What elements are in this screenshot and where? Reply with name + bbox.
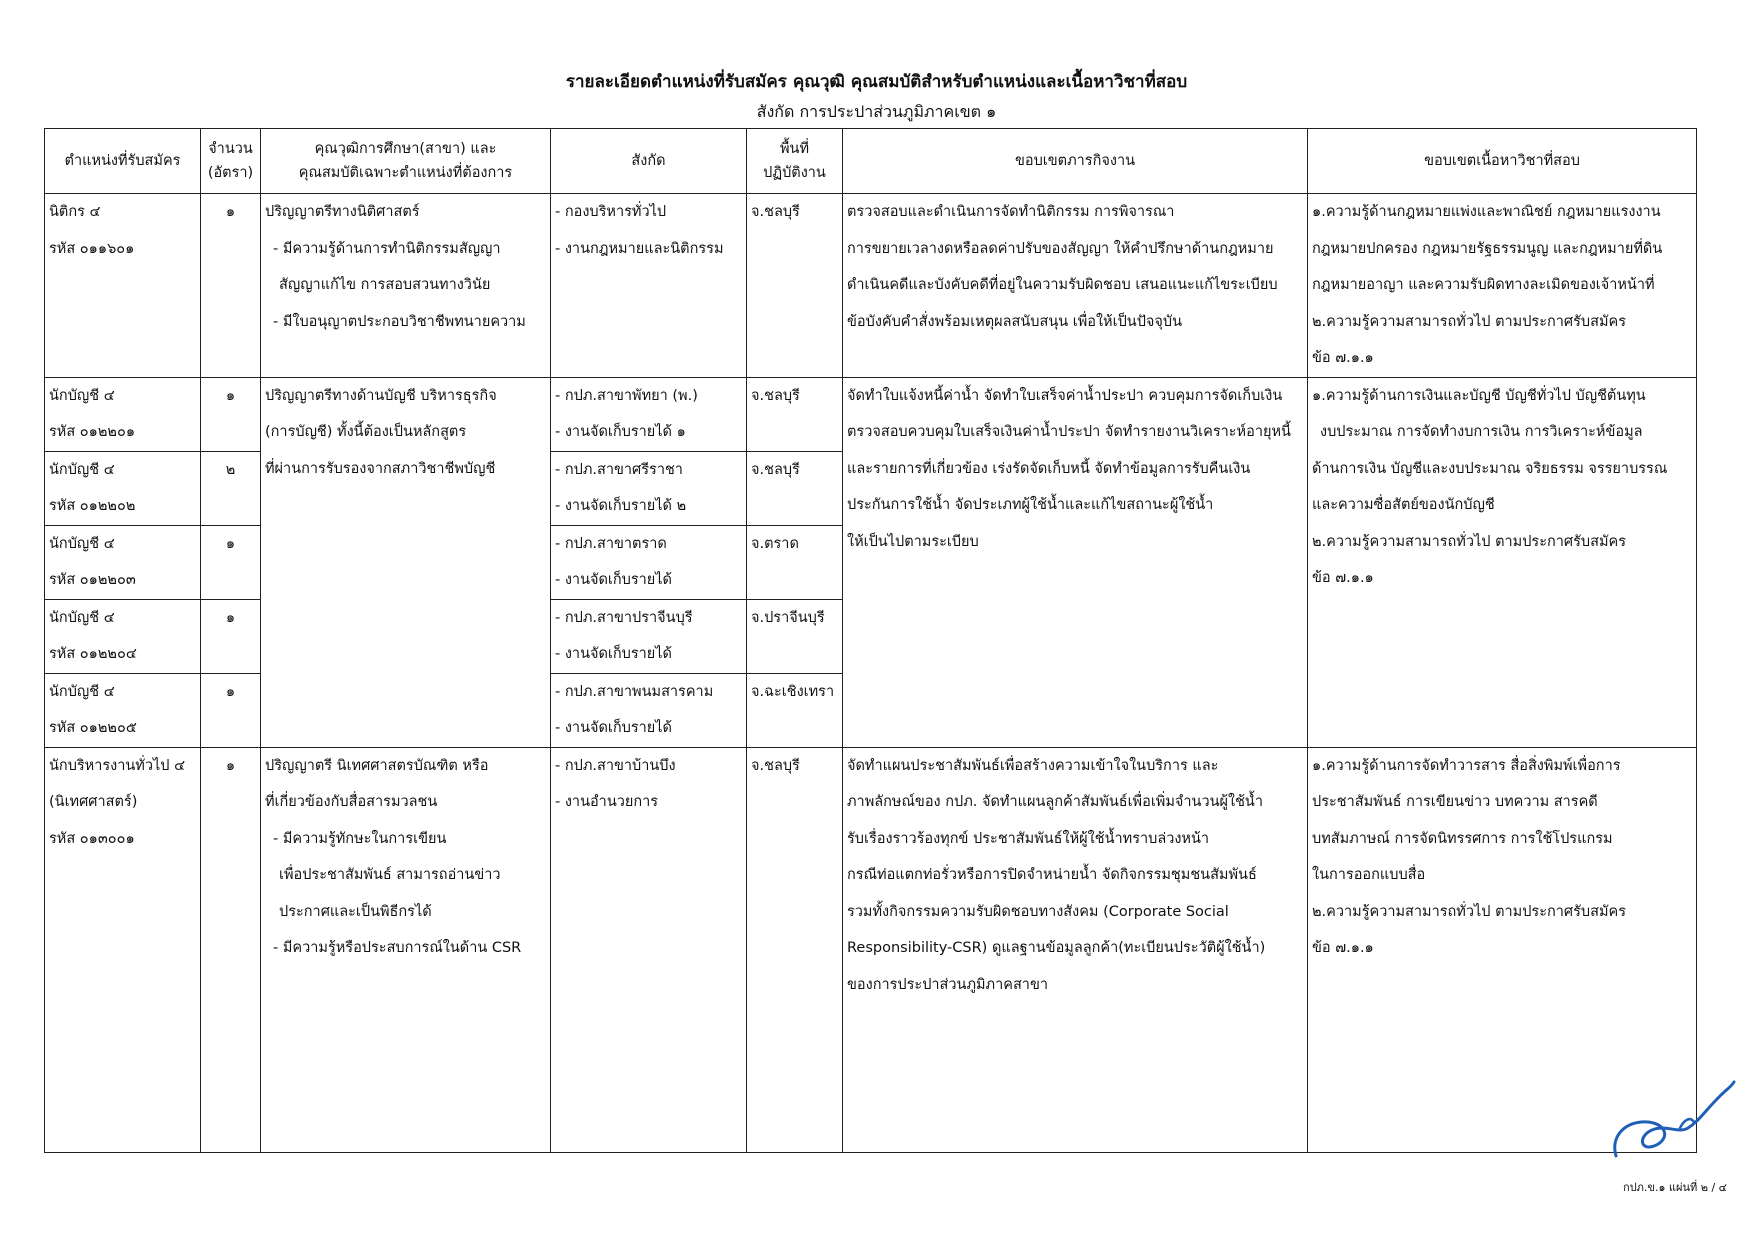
- signature-mark: [1608, 1076, 1736, 1176]
- count-cell: ๑: [201, 599, 261, 673]
- position-cell: นักบัญชี ๔ รหัส ๐๑๒๒๐๑: [45, 377, 201, 451]
- subjects-cell: ๑.ความรู้ด้านการจัดทำวารสาร สื่อสิ่งพิมพ์เพื่อการ ประชาสัมพันธ์ การเขียนข่าว บทความ สารคดี บทสัมภาษณ์ การจัดนิทรรศการ การใช้โปรแกรม ในการออกแบบสื่อ ๒.ความรู้ความสามารถทั่วไป ตามประกาศรับสมัคร ข้อ ๗.๑.๑: [1308, 747, 1697, 1152]
- unit-cell: - กองบริหารทั่วไป - งานกฎหมายและนิติกรรม: [551, 194, 747, 378]
- count-cell: ๑: [201, 377, 261, 451]
- col-header-subjects: ขอบเขตเนื้อหาวิชาที่สอบ: [1308, 129, 1697, 194]
- count-cell: ๑: [201, 525, 261, 599]
- table-header-row: [45, 129, 1697, 194]
- qualification-cell: ปริญญาตรีทางนิติศาสตร์ - มีความรู้ด้านการทำนิติกรรมสัญญา สัญญาแก้ไข การสอบสวนทางวินัย - มีใบอนุญาตประกอบวิชาชีพทนายความ: [261, 194, 551, 378]
- scope-cell: ตรวจสอบและดำเนินการจัดทำนิติกรรม การพิจารณา การขยายเวลางดหรือลดค่าปรับของสัญญา ให้คำปรึกษาด้านกฎหมาย ดำเนินคดีและบังคับคดีที่อยู่ในความรับผิดชอบ เสนอแนะแก้ไขระเบียบ ข้อบังคับคำสั่งพร้อมเหตุผลสนับสนุน เพื่อให้เป็นปัจจุบัน: [843, 194, 1308, 378]
- unit-cell: - กปภ.สาขาพนมสารคาม - งานจัดเก็บรายได้: [551, 673, 747, 747]
- count-cell: ๑: [201, 747, 261, 1152]
- position-cell: นักบัญชี ๔ รหัส ๐๑๒๒๐๓: [45, 525, 201, 599]
- page-title: รายละเอียดตำแหน่งที่รับสมัคร คุณวุฒิ คุณสมบัติสำหรับตำแหน่งและเนื้อหาวิชาที่สอบ: [565, 72, 1188, 92]
- scope-cell: จัดทำใบแจ้งหนี้ค่าน้ำ จัดทำใบเสร็จค่าน้ำประปา ควบคุมการจัดเก็บเงิน ตรวจสอบควบคุมใบเสร็จเงินค่าน้ำประปา จัดทำรายงานวิเคราะห์อายุหนี้ และรายการที่เกี่ยวข้อง เร่งรัดจัดเก็บหนี้ จัดทำข้อมูลการรับคืนเงิน ประกันการใช้น้ำ จัดประเภทผู้ใช้น้ำและแก้ไขสถานะผู้ใช้น้ำ ให้เป็นไปตามระเบียบ: [843, 377, 1308, 747]
- col-header-area: พื้นที่ ปฏิบัติงาน: [747, 129, 843, 194]
- area-cell: จ.ชลบุรี: [747, 747, 843, 1152]
- qualification-cell: ปริญญาตรี นิเทศศาสตรบัณฑิต หรือ ที่เกี่ยวข้องกับสื่อสารมวลชน - มีความรู้ทักษะในการเขียน เพื่อประชาสัมพันธ์ สามารถอ่านข่าว ประกาศและเป็นพิธีกรได้ - มีความรู้หรือประสบการณ์ในด้าน CSR: [261, 747, 551, 1152]
- area-cell: จ.ชลบุรี: [747, 377, 843, 451]
- col-header-position: ตำแหน่งที่รับสมัคร: [45, 129, 201, 194]
- unit-cell: - กปภ.สาขาปราจีนบุรี - งานจัดเก็บรายได้: [551, 599, 747, 673]
- col-header-scope: ขอบเขตภารกิจงาน: [843, 129, 1308, 194]
- position-cell: นักบัญชี ๔ รหัส ๐๑๒๒๐๒: [45, 451, 201, 525]
- scope-cell: จัดทำแผนประชาสัมพันธ์เพื่อสร้างความเข้าใจในบริการ และ ภาพลักษณ์ของ กปภ. จัดทำแผนลูกค้าสัมพันธ์เพื่อเพิ่มจำนวนผู้ใช้น้ำ รับเรื่องราวร้องทุกข์ ประชาสัมพันธ์ให้ผู้ใช้น้ำทราบล่วงหน้า กรณีท่อแตกท่อรั่วหรือการปิดจำหน่ายน้ำ จัดกิจกรรมชุมชนสัมพันธ์ รวมทั้งกิจกรรมความรับผิดชอบทางสังคม (Corporate Social Responsibility-CSR) ดูแลฐานข้อมูลลูกค้า(ทะเบียนประวัติผู้ใช้น้ำ) ของการประปาส่วนภูมิภาคสาขา: [843, 747, 1308, 1152]
- count-cell: ๒: [201, 451, 261, 525]
- count-cell: ๑: [201, 673, 261, 747]
- positions-table: [44, 128, 1697, 1153]
- area-cell: จ.ชลบุรี: [747, 451, 843, 525]
- unit-cell: - กปภ.สาขาตราด - งานจัดเก็บรายได้: [551, 525, 747, 599]
- col-header-qualification: คุณวุฒิการศึกษา(สาขา) และ คุณสมบัติเฉพาะตำแหน่งที่ต้องการ: [261, 129, 551, 194]
- area-cell: จ.ตราด: [747, 525, 843, 599]
- position-cell: นักบัญชี ๔ รหัส ๐๑๒๒๐๔: [45, 599, 201, 673]
- area-cell: จ.ฉะเชิงเทรา: [747, 673, 843, 747]
- position-cell: นักบัญชี ๔ รหัส ๐๑๒๒๐๕: [45, 673, 201, 747]
- table-row: [45, 747, 1697, 1152]
- qualification-cell: ปริญญาตรีทางด้านบัญชี บริหารธุรกิจ (การบัญชี) ทั้งนี้ต้องเป็นหลักสูตร ที่ผ่านการรับรองจากสภาวิชาชีพบัญชี: [261, 377, 551, 747]
- unit-cell: - กปภ.สาขาพัทยา (พ.) - งานจัดเก็บรายได้ ๑: [551, 377, 747, 451]
- count-cell: ๑: [201, 194, 261, 378]
- col-header-unit: สังกัด: [551, 129, 747, 194]
- page-subtitle: สังกัด การประปาส่วนภูมิภาคเขต ๑: [756, 102, 997, 121]
- area-cell: จ.ชลบุรี: [747, 194, 843, 378]
- position-cell: นิติกร ๔ รหัส ๐๑๑๖๐๑: [45, 194, 201, 378]
- position-cell: นักบริหารงานทั่วไป ๔ (นิเทศศาสตร์) รหัส ๐๑๓๐๐๑: [45, 747, 201, 1152]
- subjects-cell: ๑.ความรู้ด้านการเงินและบัญชี บัญชีทั่วไป บัญชีต้นทุน งบประมาณ การจัดทำงบการเงิน การวิเคราะห์ข้อมูล ด้านการเงิน บัญชีและงบประมาณ จริยธรรม จรรยาบรรณ และความซื่อสัตย์ของนักบัญชี ๒.ความรู้ความสามารถทั่วไป ตามประกาศรับสมัคร ข้อ ๗.๑.๑: [1308, 377, 1697, 747]
- table-row: [45, 377, 1697, 451]
- page-number: กปภ.ข.๑ แผ่นที่ ๒ / ๔: [1623, 1181, 1727, 1194]
- area-cell: จ.ปราจีนบุรี: [747, 599, 843, 673]
- table-row: [45, 194, 1697, 378]
- col-header-count: จำนวน (อัตรา): [201, 129, 261, 194]
- unit-cell: - กปภ.สาขาศรีราชา - งานจัดเก็บรายได้ ๒: [551, 451, 747, 525]
- subjects-cell: ๑.ความรู้ด้านกฎหมายแพ่งและพาณิชย์ กฎหมายแรงงาน กฎหมายปกครอง กฎหมายรัฐธรรมนูญ และกฎหมายที่ดิน กฎหมายอาญา และความรับผิดทางละเมิดของเจ้าหน้าที่ ๒.ความรู้ความสามารถทั่วไป ตามประกาศรับสมัคร ข้อ ๗.๑.๑: [1308, 194, 1697, 378]
- unit-cell: - กปภ.สาขาบ้านบึง - งานอำนวยการ: [551, 747, 747, 1152]
